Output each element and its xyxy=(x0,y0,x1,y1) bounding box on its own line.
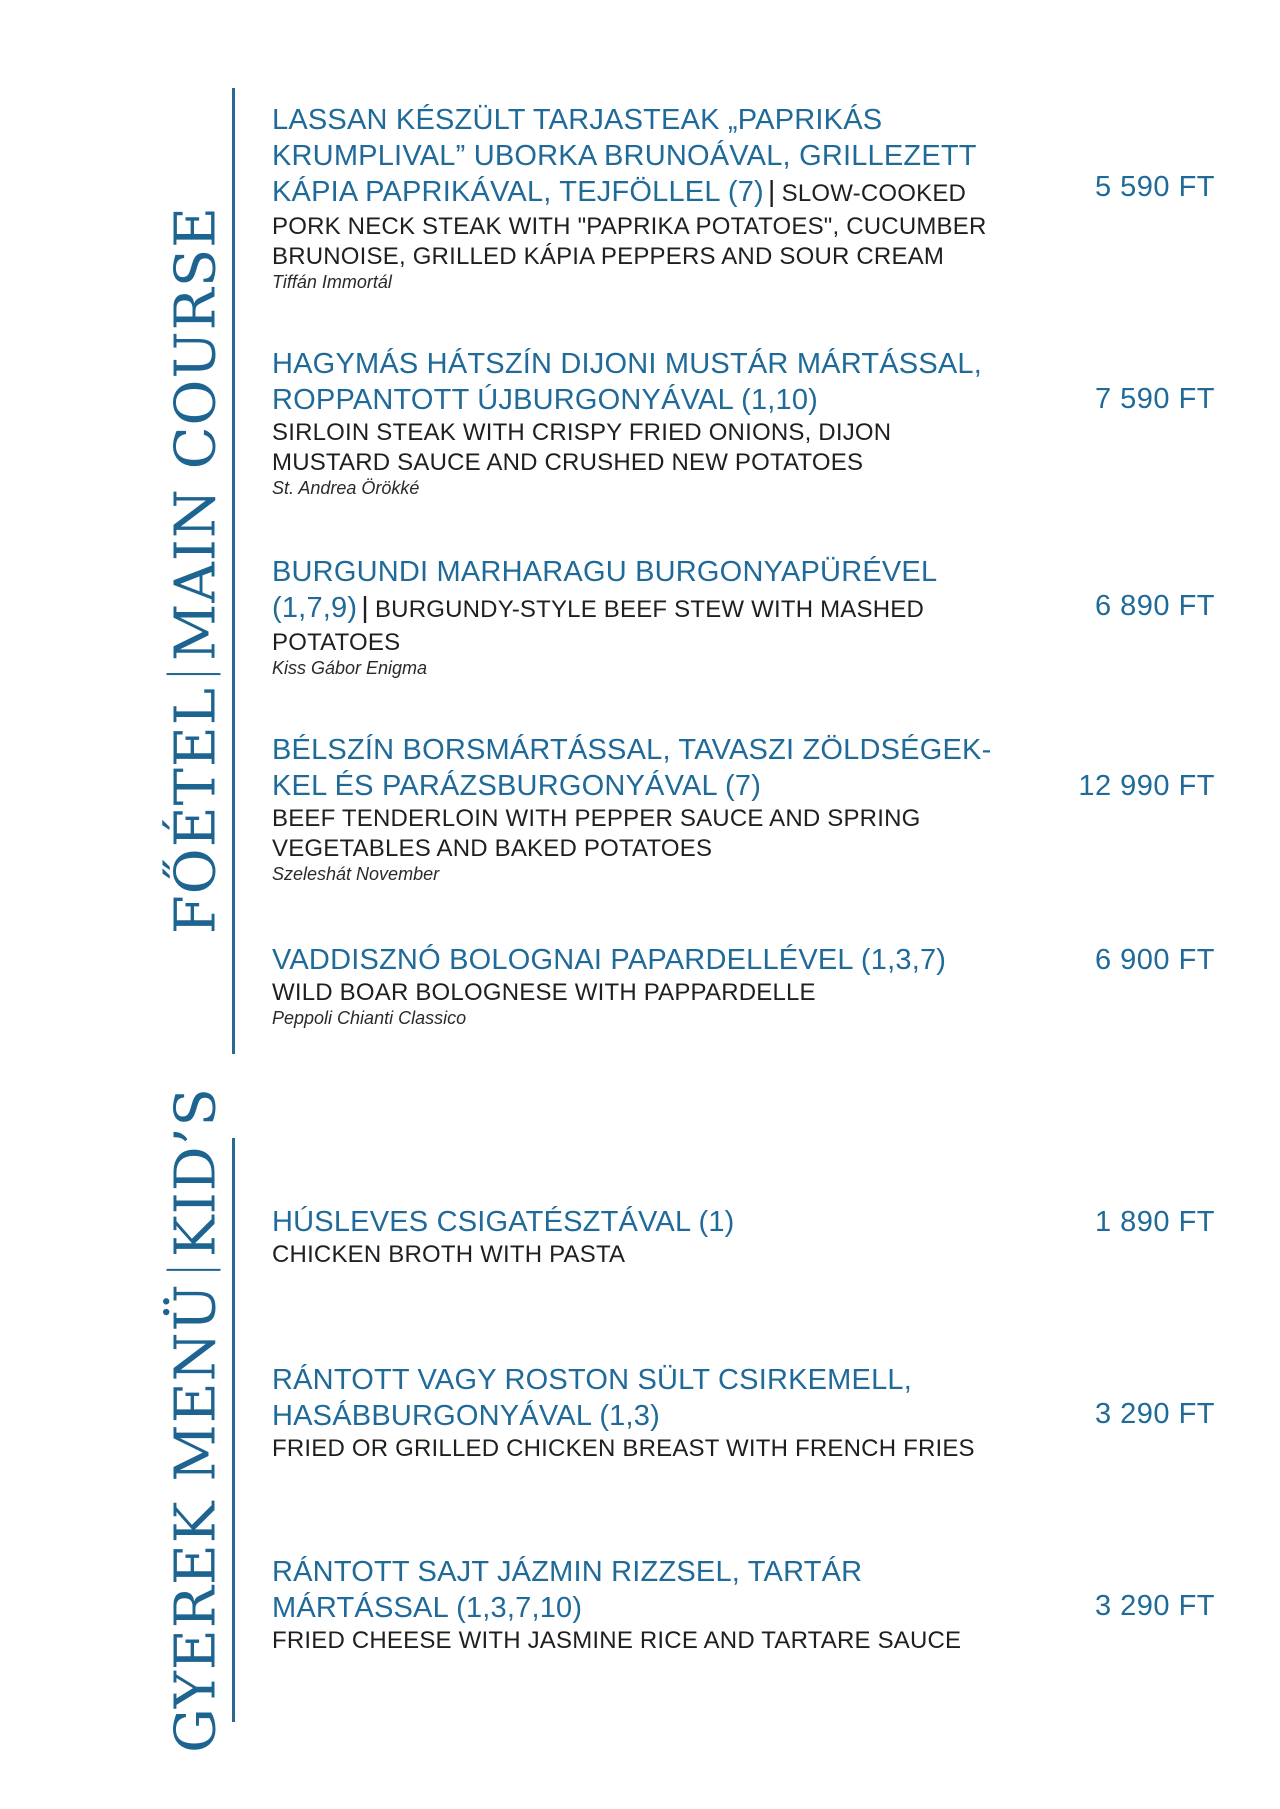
item-wine-pairing: St. Andrea Örökké xyxy=(272,478,420,498)
item-separator: | xyxy=(361,592,369,624)
item-english: CHICKEN BROTH WITH PASTA xyxy=(272,1241,626,1268)
item-name: HÚSLEVES CSIGATÉSZTÁVAL (1) xyxy=(272,1206,735,1238)
item-price: 6 900 FT xyxy=(1094,944,1215,976)
menu-item xyxy=(272,346,1032,498)
main-course-title-en: MAIN COURSE xyxy=(163,205,229,661)
item-price: 3 290 FT xyxy=(1094,1398,1215,1430)
item-price: 7 590 FT xyxy=(1094,383,1215,415)
item-wine-pairing: Szeleshát November xyxy=(272,864,440,884)
item-english-inline: BURGUNDY-STYLE BEEF STEW WITH MASHED xyxy=(374,596,924,623)
menu-item xyxy=(272,732,1042,884)
title-separator xyxy=(167,673,221,675)
item-english: SIRLOIN STEAK WITH CRISPY FRIED ONIONS, DIJON MUSTARD SAUCE AND CRUSHED NEW POTATOES xyxy=(272,419,892,476)
item-english: FRIED OR GRILLED CHICKEN BREAST WITH FRENCH FRIES xyxy=(272,1435,975,1462)
item-price: 6 890 FT xyxy=(1094,590,1215,622)
item-english: BEEF TENDERLOIN WITH PEPPER SAUCE AND SPRING VEGETABLES AND BAKED POTATOES xyxy=(272,805,921,862)
item-price: 12 990 FT xyxy=(1078,770,1215,802)
item-english: POTATOES xyxy=(272,629,401,656)
kids-menu-divider xyxy=(232,1138,235,1722)
item-english: WILD BOAR BOLOGNESE WITH PAPPARDELLE xyxy=(272,979,816,1006)
item-wine-pairing: Tiffán Immortál xyxy=(272,272,392,292)
title-separator xyxy=(167,1269,221,1271)
item-english: FRIED CHEESE WITH JASMINE RICE AND TARTARE SAUCE xyxy=(272,1627,962,1654)
kids-menu-title-hu: GYEREK MENÜ xyxy=(163,1283,229,1753)
menu-item xyxy=(272,1204,1032,1270)
item-price: 5 590 FT xyxy=(1094,171,1215,203)
item-separator: | xyxy=(767,176,776,208)
item-price: 1 890 FT xyxy=(1094,1206,1215,1238)
item-name: BÉLSZÍN BORSMÁRTÁSSAL, TAVASZI ZÖLDSÉGEK-KEL ÉS PARÁZSBURGONYÁVAL (7) xyxy=(272,734,992,802)
item-price: 3 290 FT xyxy=(1094,1590,1215,1622)
item-name: HAGYMÁS HÁTSZÍN DIJONI MUSTÁR MÁRTÁSSAL, ROPPANTOTT ÚJBURGONYÁVAL (1,10) xyxy=(272,348,983,416)
item-wine-pairing: Peppoli Chianti Classico xyxy=(272,1008,467,1028)
menu-item xyxy=(272,1554,1042,1656)
item-name-row xyxy=(272,554,1012,628)
item-name: LASSAN KÉSZÜLT TARJASTEAK „PAPRIKÁS KRUMPLIVAL” UBORKA BRUNOÁVAL, GRILLEZETT KÁPIA PAPRIKÁVAL, TEJFÖLLEL (7) xyxy=(272,104,977,208)
item-wine-pairing: Kiss Gábor Enigma xyxy=(272,658,428,678)
menu-item xyxy=(272,1362,1042,1464)
menu-item xyxy=(272,102,1052,292)
item-name: RÁNTOTT VAGY ROSTON SÜLT CSIRKEMELL, HASÁBBURGONYÁVAL (1,3) xyxy=(272,1364,912,1432)
menu-item xyxy=(272,554,1012,678)
menu-item xyxy=(272,942,1052,1028)
item-name: BURGUNDI MARHARAGU BURGONYAPÜRÉVEL (1,7,9) xyxy=(272,556,937,624)
main-course-title xyxy=(164,206,229,934)
item-name-row xyxy=(272,102,1052,212)
kids-menu-title xyxy=(164,1087,229,1753)
kids-menu-title-en: KID’S xyxy=(163,1087,229,1258)
item-name: RÁNTOTT SAJT JÁZMIN RIZZSEL, TARTÁR MÁRTÁSSAL (1,3,7,10) xyxy=(272,1556,863,1624)
main-course-title-hu: FŐÉTEL xyxy=(163,687,229,935)
item-english-inline: SLOW-COOKED xyxy=(781,180,967,207)
main-course-divider xyxy=(232,88,235,1054)
item-name: VADDISZNÓ BOLOGNAI PAPARDELLÉVEL (1,3,7) xyxy=(272,944,947,976)
item-english: PORK NECK STEAK WITH "PAPRIKA POTATOES", CUCUMBER BRUNOISE, GRILLED KÁPIA PEPPERS AND SOUR CREAM xyxy=(272,213,987,270)
